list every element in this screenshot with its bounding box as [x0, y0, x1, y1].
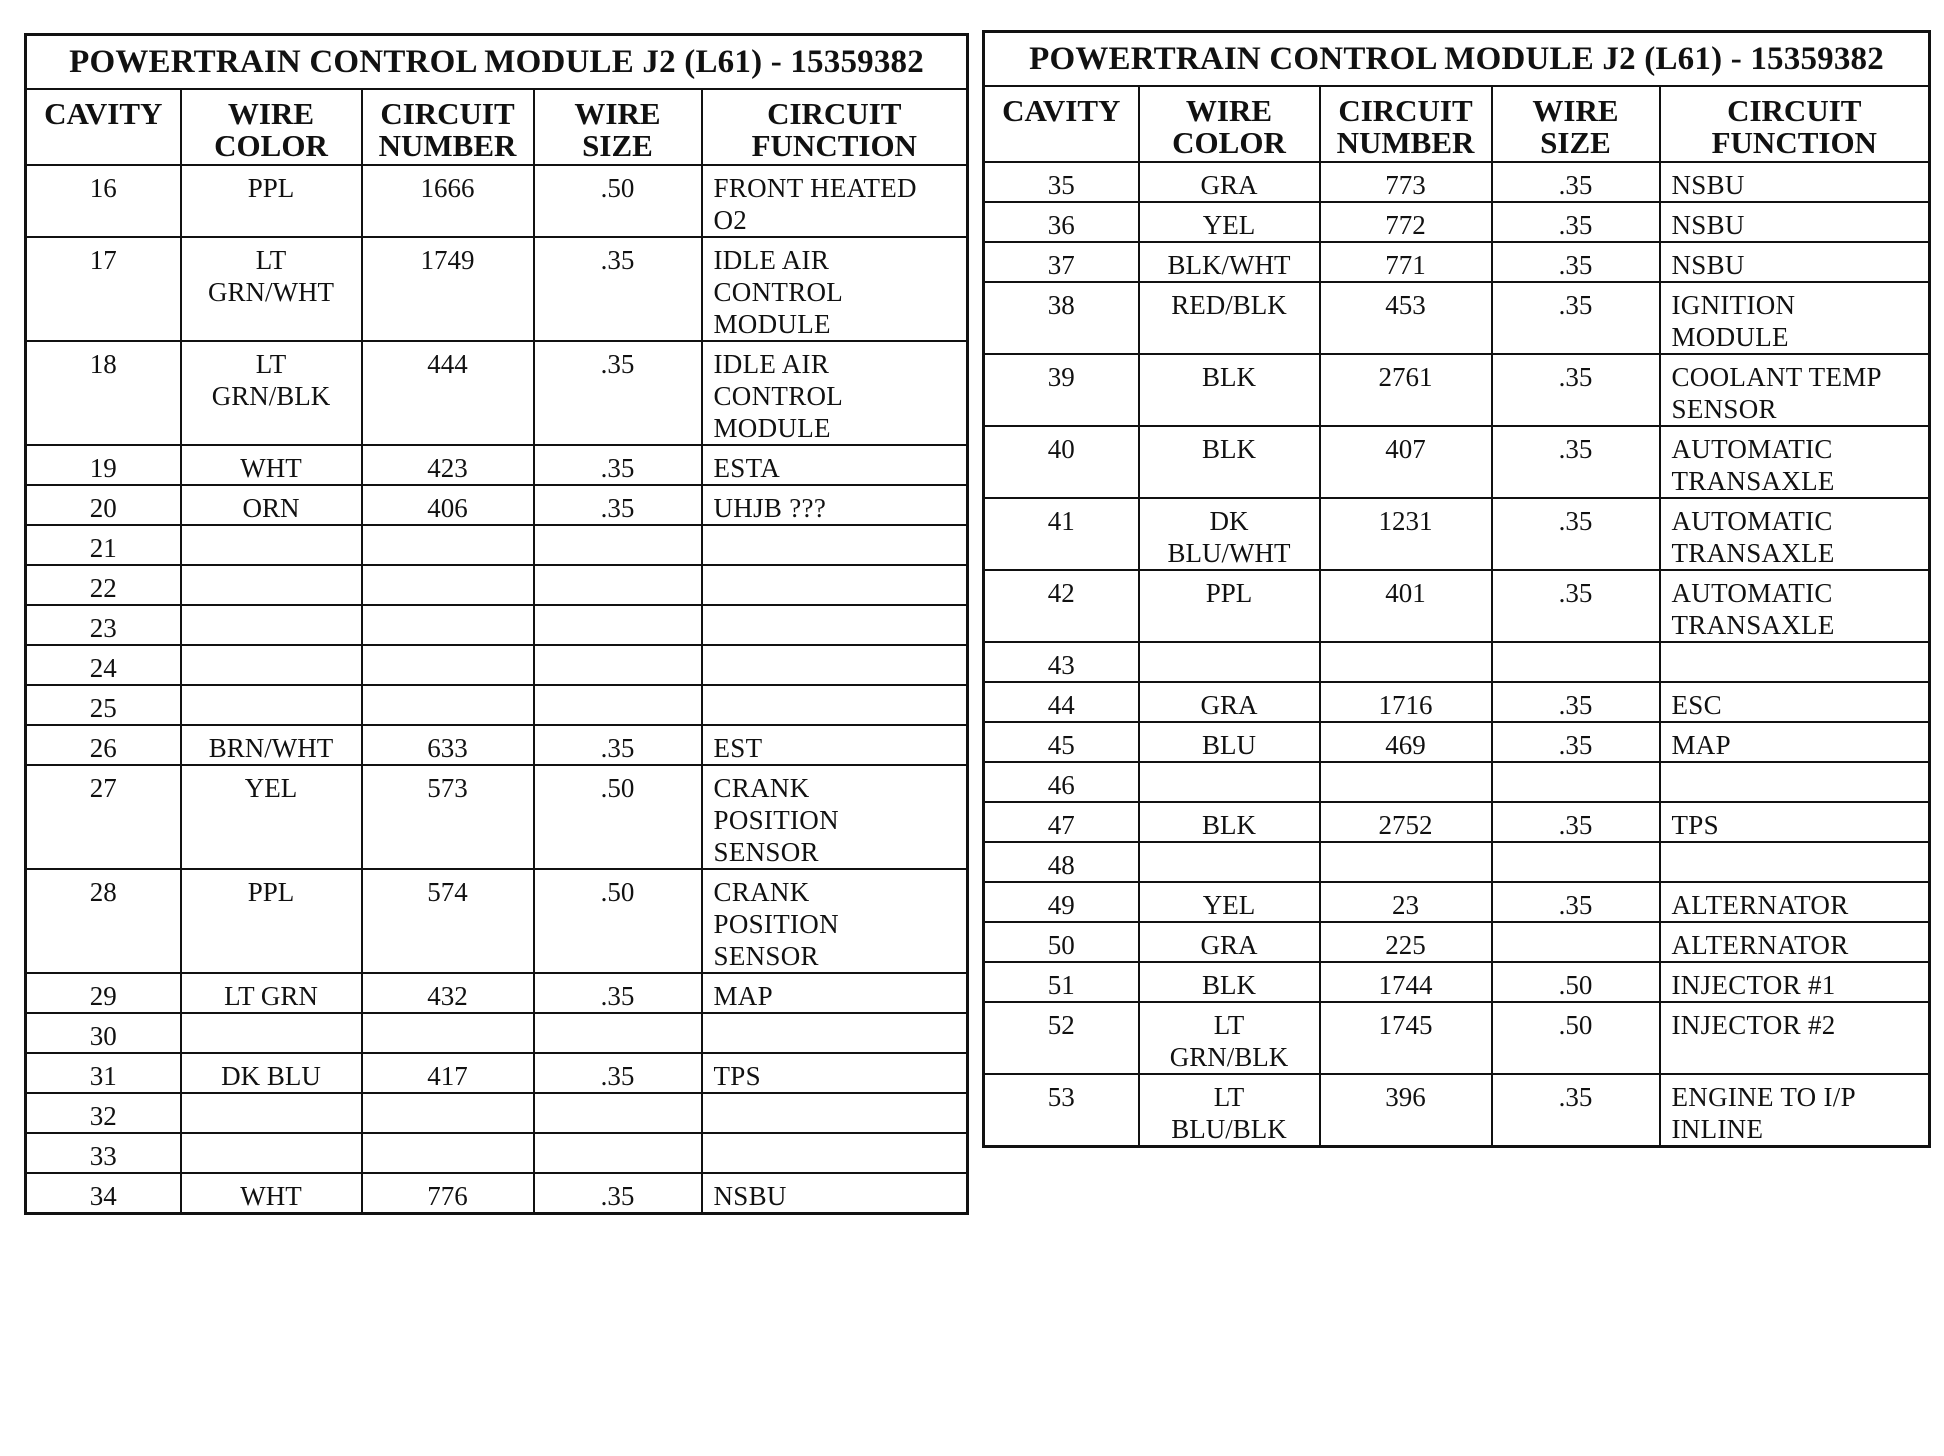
cavity-cell: 40 [984, 426, 1139, 498]
table-row [26, 1173, 968, 1214]
wire-color-cell [181, 1013, 362, 1053]
cavity-cell: 53 [984, 1074, 1139, 1147]
cavity-cell: 46 [984, 762, 1139, 802]
circuit-function-cell: ESTA [702, 445, 968, 485]
header-wire-color: WIRE COLOR [1139, 86, 1320, 162]
wire-size-cell: .35 [1492, 1074, 1660, 1147]
circuit-number-cell: 406 [362, 485, 534, 525]
table-row [984, 962, 1930, 1002]
wire-size-cell: .35 [534, 1053, 702, 1093]
wire-color-cell: LT BLU/BLK [1139, 1074, 1320, 1147]
circuit-function-cell: INJECTOR #1 [1660, 962, 1930, 1002]
connector-table-right [982, 30, 1931, 1148]
wire-size-cell: .35 [1492, 354, 1660, 426]
circuit-number-cell: 2752 [1320, 802, 1492, 842]
table-row [26, 685, 968, 725]
cavity-cell: 33 [26, 1133, 181, 1173]
cavity-cell: 25 [26, 685, 181, 725]
table-row [26, 1133, 968, 1173]
cavity-cell: 27 [26, 765, 181, 869]
wire-size-cell: .35 [1492, 498, 1660, 570]
cavity-cell: 36 [984, 202, 1139, 242]
wire-size-cell: .50 [1492, 1002, 1660, 1074]
circuit-number-cell [1320, 762, 1492, 802]
circuit-function-cell: NSBU [1660, 202, 1930, 242]
circuit-function-cell [702, 1133, 968, 1173]
table-row [26, 1093, 968, 1133]
cavity-cell: 20 [26, 485, 181, 525]
circuit-number-cell: 633 [362, 725, 534, 765]
table-row [984, 426, 1930, 498]
wire-color-cell [1139, 642, 1320, 682]
wire-color-cell: BLK/WHT [1139, 242, 1320, 282]
wire-color-cell: RED/BLK [1139, 282, 1320, 354]
circuit-number-cell: 401 [1320, 570, 1492, 642]
wire-size-cell [534, 1013, 702, 1053]
table-row [984, 202, 1930, 242]
header-circuit-function: CIRCUIT FUNCTION [1660, 86, 1930, 162]
table-row [26, 1053, 968, 1093]
circuit-function-cell: AUTOMATIC TRANSAXLE [1660, 426, 1930, 498]
wire-size-cell [534, 565, 702, 605]
wire-color-cell: BRN/WHT [181, 725, 362, 765]
wire-size-cell: .35 [1492, 202, 1660, 242]
table-row [984, 642, 1930, 682]
circuit-function-cell [1660, 762, 1930, 802]
circuit-function-cell: EST [702, 725, 968, 765]
wire-size-cell: .35 [1492, 282, 1660, 354]
cavity-cell: 41 [984, 498, 1139, 570]
table-row [26, 445, 968, 485]
cavity-cell: 38 [984, 282, 1139, 354]
wire-color-cell: BLK [1139, 962, 1320, 1002]
table-row [984, 354, 1930, 426]
table-row [26, 237, 968, 341]
cavity-cell: 31 [26, 1053, 181, 1093]
wire-size-cell: .35 [534, 341, 702, 445]
wire-color-cell: BLK [1139, 354, 1320, 426]
wire-color-cell [181, 605, 362, 645]
circuit-function-cell: MAP [702, 973, 968, 1013]
wire-color-cell: PPL [181, 165, 362, 237]
wire-color-cell: LT GRN/BLK [1139, 1002, 1320, 1074]
table-row [26, 973, 968, 1013]
wire-color-cell: LT GRN/BLK [181, 341, 362, 445]
circuit-function-cell: COOLANT TEMP SENSOR [1660, 354, 1930, 426]
table-row [26, 525, 968, 565]
circuit-number-cell: 432 [362, 973, 534, 1013]
circuit-function-cell: AUTOMATIC TRANSAXLE [1660, 498, 1930, 570]
cavity-cell: 26 [26, 725, 181, 765]
cavity-cell: 29 [26, 973, 181, 1013]
circuit-function-cell: MAP [1660, 722, 1930, 762]
cavity-cell: 35 [984, 162, 1139, 202]
circuit-function-cell [1660, 642, 1930, 682]
table-row [984, 162, 1930, 202]
cavity-cell: 32 [26, 1093, 181, 1133]
circuit-number-cell: 417 [362, 1053, 534, 1093]
wire-color-cell [181, 1093, 362, 1133]
cavity-cell: 28 [26, 869, 181, 973]
circuit-function-cell: NSBU [702, 1173, 968, 1214]
wire-color-cell: BLU [1139, 722, 1320, 762]
cavity-cell: 44 [984, 682, 1139, 722]
circuit-number-cell: 1666 [362, 165, 534, 237]
cavity-cell: 18 [26, 341, 181, 445]
header-cavity: CAVITY [26, 89, 181, 165]
cavity-cell: 34 [26, 1173, 181, 1214]
wire-color-cell [181, 565, 362, 605]
wire-size-cell [534, 1093, 702, 1133]
wire-color-cell [1139, 762, 1320, 802]
cavity-cell: 37 [984, 242, 1139, 282]
wire-size-cell: .35 [1492, 426, 1660, 498]
header-circuit-function: CIRCUIT FUNCTION [702, 89, 968, 165]
cavity-cell: 21 [26, 525, 181, 565]
circuit-number-cell: 396 [1320, 1074, 1492, 1147]
table-row [26, 765, 968, 869]
wire-size-cell [1492, 642, 1660, 682]
circuit-function-cell: CRANK POSITION SENSOR [702, 765, 968, 869]
wire-size-cell: .35 [1492, 802, 1660, 842]
circuit-number-cell: 444 [362, 341, 534, 445]
circuit-number-cell [362, 645, 534, 685]
wire-color-cell: BLK [1139, 802, 1320, 842]
header-wire-color: WIRE COLOR [181, 89, 362, 165]
table-row [984, 570, 1930, 642]
circuit-function-cell [702, 685, 968, 725]
circuit-function-cell: ALTERNATOR [1660, 922, 1930, 962]
cavity-cell: 24 [26, 645, 181, 685]
header-wire-size: WIRE SIZE [534, 89, 702, 165]
circuit-number-cell [1320, 642, 1492, 682]
table-row [26, 869, 968, 973]
circuit-number-cell: 1716 [1320, 682, 1492, 722]
table-row [984, 802, 1930, 842]
circuit-number-cell: 1749 [362, 237, 534, 341]
cavity-cell: 42 [984, 570, 1139, 642]
wire-color-cell [1139, 842, 1320, 882]
circuit-number-cell: 1231 [1320, 498, 1492, 570]
wire-color-cell: YEL [181, 765, 362, 869]
cavity-cell: 39 [984, 354, 1139, 426]
table-row [26, 485, 968, 525]
circuit-function-cell [1660, 842, 1930, 882]
cavity-cell: 45 [984, 722, 1139, 762]
circuit-number-cell: 407 [1320, 426, 1492, 498]
wire-size-cell: .35 [534, 445, 702, 485]
circuit-number-cell: 574 [362, 869, 534, 973]
circuit-number-cell [362, 1013, 534, 1053]
wire-size-cell [534, 605, 702, 645]
circuit-function-cell: FRONT HEATED O2 [702, 165, 968, 237]
circuit-number-cell [362, 605, 534, 645]
circuit-number-cell: 573 [362, 765, 534, 869]
circuit-number-cell: 771 [1320, 242, 1492, 282]
wire-color-cell: ORN [181, 485, 362, 525]
cavity-cell: 48 [984, 842, 1139, 882]
circuit-number-cell: 225 [1320, 922, 1492, 962]
circuit-number-cell: 773 [1320, 162, 1492, 202]
table-row [26, 725, 968, 765]
wire-size-cell: .50 [534, 165, 702, 237]
circuit-number-cell: 453 [1320, 282, 1492, 354]
wire-color-cell [181, 525, 362, 565]
circuit-number-cell [362, 525, 534, 565]
cavity-cell: 47 [984, 802, 1139, 842]
wire-size-cell: .35 [534, 485, 702, 525]
cavity-cell: 52 [984, 1002, 1139, 1074]
wire-color-cell: LT GRN [181, 973, 362, 1013]
circuit-number-cell [362, 1133, 534, 1173]
table-row [984, 762, 1930, 802]
cavity-cell: 17 [26, 237, 181, 341]
circuit-number-cell: 772 [1320, 202, 1492, 242]
cavity-cell: 30 [26, 1013, 181, 1053]
wire-color-cell: PPL [181, 869, 362, 973]
table-title: POWERTRAIN CONTROL MODULE J2 (L61) - 15359382 [984, 32, 1930, 87]
header-wire-size: WIRE SIZE [1492, 86, 1660, 162]
circuit-function-cell: AUTOMATIC TRANSAXLE [1660, 570, 1930, 642]
wire-color-cell: GRA [1139, 162, 1320, 202]
circuit-function-cell: NSBU [1660, 162, 1930, 202]
table-row [984, 922, 1930, 962]
header-cavity: CAVITY [984, 86, 1139, 162]
wire-color-cell: YEL [1139, 202, 1320, 242]
table-row [984, 882, 1930, 922]
wire-size-cell: .35 [1492, 242, 1660, 282]
circuit-function-cell: TPS [1660, 802, 1930, 842]
wire-size-cell [534, 525, 702, 565]
table-row [984, 842, 1930, 882]
wire-color-cell [181, 645, 362, 685]
table-row [984, 682, 1930, 722]
wire-size-cell: .35 [534, 1173, 702, 1214]
cavity-cell: 22 [26, 565, 181, 605]
wire-size-cell [1492, 922, 1660, 962]
table-row [984, 1074, 1930, 1147]
wire-size-cell: .50 [534, 765, 702, 869]
circuit-number-cell: 23 [1320, 882, 1492, 922]
wire-color-cell: WHT [181, 1173, 362, 1214]
wire-size-cell: .35 [1492, 682, 1660, 722]
circuit-function-cell: IDLE AIR CONTROL MODULE [702, 237, 968, 341]
wire-size-cell: .35 [534, 973, 702, 1013]
circuit-function-cell [702, 525, 968, 565]
header-circuit-number: CIRCUIT NUMBER [362, 89, 534, 165]
table-row [26, 341, 968, 445]
circuit-function-cell [702, 1013, 968, 1053]
wire-color-cell: PPL [1139, 570, 1320, 642]
table-row [984, 1002, 1930, 1074]
wire-color-cell: DK BLU/WHT [1139, 498, 1320, 570]
wire-size-cell: .50 [1492, 962, 1660, 1002]
circuit-function-cell: INJECTOR #2 [1660, 1002, 1930, 1074]
cavity-cell: 19 [26, 445, 181, 485]
circuit-number-cell [362, 685, 534, 725]
circuit-function-cell [702, 1093, 968, 1133]
wire-size-cell: .35 [534, 237, 702, 341]
table-row [26, 1013, 968, 1053]
circuit-function-cell: ESC [1660, 682, 1930, 722]
wire-color-cell: WHT [181, 445, 362, 485]
circuit-function-cell: IDLE AIR CONTROL MODULE [702, 341, 968, 445]
connector-table-left [24, 33, 969, 1215]
circuit-number-cell: 2761 [1320, 354, 1492, 426]
circuit-function-cell [702, 645, 968, 685]
wire-size-cell [534, 645, 702, 685]
wire-size-cell [534, 685, 702, 725]
cavity-cell: 51 [984, 962, 1139, 1002]
wire-size-cell: .35 [1492, 882, 1660, 922]
cavity-cell: 16 [26, 165, 181, 237]
circuit-function-cell: TPS [702, 1053, 968, 1093]
circuit-number-cell [1320, 842, 1492, 882]
circuit-function-cell: ENGINE TO I/P INLINE [1660, 1074, 1930, 1147]
wire-size-cell: .35 [1492, 722, 1660, 762]
cavity-cell: 50 [984, 922, 1139, 962]
wire-color-cell: LT GRN/WHT [181, 237, 362, 341]
wire-size-cell [1492, 842, 1660, 882]
circuit-number-cell: 1745 [1320, 1002, 1492, 1074]
circuit-number-cell: 776 [362, 1173, 534, 1214]
table-title: POWERTRAIN CONTROL MODULE J2 (L61) - 15359382 [26, 35, 968, 90]
circuit-function-cell: CRANK POSITION SENSOR [702, 869, 968, 973]
circuit-function-cell: NSBU [1660, 242, 1930, 282]
circuit-function-cell [702, 605, 968, 645]
circuit-function-cell: ALTERNATOR [1660, 882, 1930, 922]
wire-color-cell: DK BLU [181, 1053, 362, 1093]
wire-size-cell [534, 1133, 702, 1173]
circuit-number-cell [362, 1093, 534, 1133]
wire-size-cell: .35 [1492, 570, 1660, 642]
table-row [26, 165, 968, 237]
circuit-function-cell: UHJB ??? [702, 485, 968, 525]
table-row [26, 565, 968, 605]
wire-color-cell: BLK [1139, 426, 1320, 498]
wire-color-cell: YEL [1139, 882, 1320, 922]
table-row [984, 242, 1930, 282]
circuit-number-cell: 469 [1320, 722, 1492, 762]
wire-size-cell [1492, 762, 1660, 802]
circuit-number-cell [362, 565, 534, 605]
wire-size-cell: .35 [1492, 162, 1660, 202]
table-row [984, 722, 1930, 762]
table-row [984, 498, 1930, 570]
circuit-function-cell [702, 565, 968, 605]
circuit-number-cell: 423 [362, 445, 534, 485]
circuit-function-cell: IGNITION MODULE [1660, 282, 1930, 354]
wire-color-cell: GRA [1139, 682, 1320, 722]
cavity-cell: 49 [984, 882, 1139, 922]
cavity-cell: 23 [26, 605, 181, 645]
table-row [984, 282, 1930, 354]
header-circuit-number: CIRCUIT NUMBER [1320, 86, 1492, 162]
circuit-number-cell: 1744 [1320, 962, 1492, 1002]
wire-size-cell: .35 [534, 725, 702, 765]
table-row [26, 645, 968, 685]
wire-color-cell [181, 685, 362, 725]
wire-size-cell: .50 [534, 869, 702, 973]
cavity-cell: 43 [984, 642, 1139, 682]
wire-color-cell: GRA [1139, 922, 1320, 962]
wire-color-cell [181, 1133, 362, 1173]
table-row [26, 605, 968, 645]
